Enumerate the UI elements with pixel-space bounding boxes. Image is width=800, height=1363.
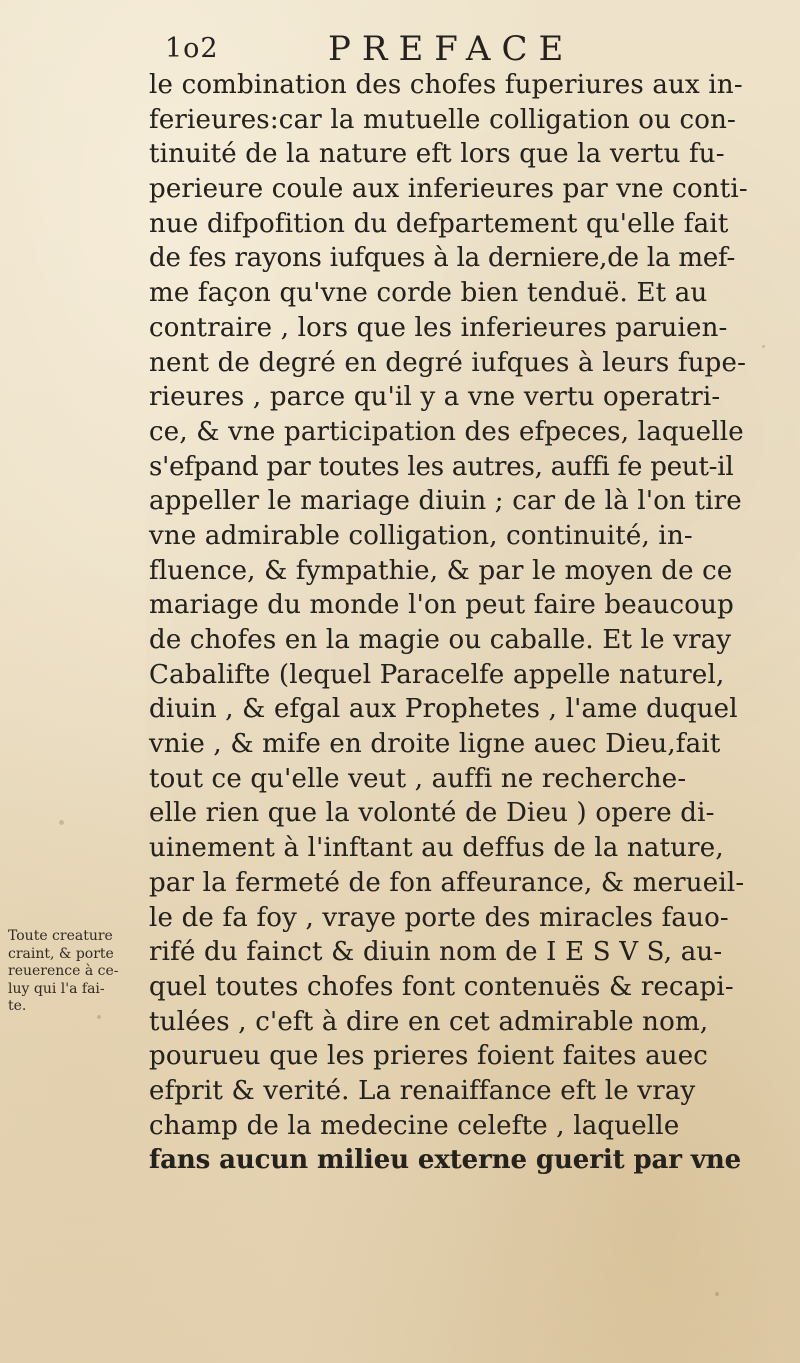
margin-note: [8, 928, 150, 1016]
text-line: rieures , parce qu'il y a vne vertu operatri-: [149, 382, 721, 413]
text-line: nent de degré en degré iufques à leurs fupe-: [149, 347, 747, 378]
text-line: uinement à l'inftant au deffus de la nature,: [149, 833, 724, 864]
text-line: de fes rayons iufques à la derniere,de la mef-: [149, 243, 736, 274]
text-line: fluence, & fympathie, & par le moyen de ce: [149, 555, 733, 586]
text-line: tout ce qu'elle veut , auffi ne recherche-: [149, 763, 687, 794]
text-line: appeller le mariage diuin ; car de là l'on tire: [149, 486, 742, 517]
text-line: par la fermeté de fon affeurance, & merueil-: [149, 867, 745, 898]
text-line: ce, & vne participation des efpeces, laquelle: [149, 416, 744, 447]
text-line: elle rien que la volonté de Dieu ) opere di-: [149, 798, 715, 829]
text-line: tinuité de la nature eft lors que la vertu fu-: [149, 139, 725, 170]
text-line: le de fa foy , vraye porte des miracles fauo-: [149, 902, 729, 933]
text-line: vne admirable colligation, continuité, in-: [149, 520, 693, 551]
ink-spot: [715, 1292, 719, 1296]
text-line: pourueu que les prieres foient faites auec: [149, 1041, 709, 1072]
text-line: fans aucun milieu externe guerit par vne: [149, 1145, 742, 1176]
text-line: perieure coule aux inferieures par vne conti-: [149, 174, 748, 205]
page-number: 1o2: [165, 33, 219, 64]
text-line: le combination des chofes fuperiures aux in-: [149, 70, 743, 100]
ink-spot: [59, 820, 64, 825]
running-head: PREFACE: [328, 29, 575, 69]
text-line: tulées , c'eft à dire en cet admirable nom,: [149, 1006, 709, 1037]
margin-note-line: reuerence à ce-: [8, 963, 119, 979]
text-line: champ de la medecine celefte , laquelle: [149, 1110, 680, 1141]
text-line: me façon qu'vne corde bien tenduë. Et au: [149, 278, 708, 309]
text-line: quel toutes chofes font contenuës & recapi-: [149, 971, 734, 1002]
text-line: mariage du monde l'on peut faire beaucoup: [149, 590, 734, 621]
ink-spot: [97, 1015, 101, 1019]
text-line: ferieures:car la mutuelle colligation ou con-: [149, 104, 737, 135]
text-line: s'efpand par toutes les autres, auffi fe peut-il: [149, 451, 734, 482]
text-line: contraire , lors que les inferieures paruien-: [149, 312, 728, 343]
margin-note-line: luy qui l'a fai-: [8, 980, 105, 997]
text-line: vnie , & mife en droite ligne auec Dieu,fait: [149, 729, 721, 760]
text-line: diuin , & efgal aux Prophetes , l'ame duquel: [149, 694, 738, 725]
text-line: rifé du fainct & diuin nom de I E S V S, au-: [149, 937, 723, 968]
ink-spot: [762, 345, 765, 348]
text-line: Cabalifte (lequel Paracelfe appelle naturel,: [149, 659, 725, 690]
body-text: [149, 68, 799, 1178]
margin-note-line: te.: [8, 998, 27, 1014]
text-line: de chofes en la magie ou caballe. Et le vray: [149, 625, 732, 655]
page-header: [165, 28, 595, 68]
text-line: nue difpofition du defpartement qu'elle fait: [149, 208, 729, 239]
text-line: efprit & verité. La renaiffance eft le vray: [149, 1075, 696, 1106]
margin-note-line: craint, & porte: [8, 945, 114, 962]
margin-note-line: Toute creature: [8, 928, 113, 944]
